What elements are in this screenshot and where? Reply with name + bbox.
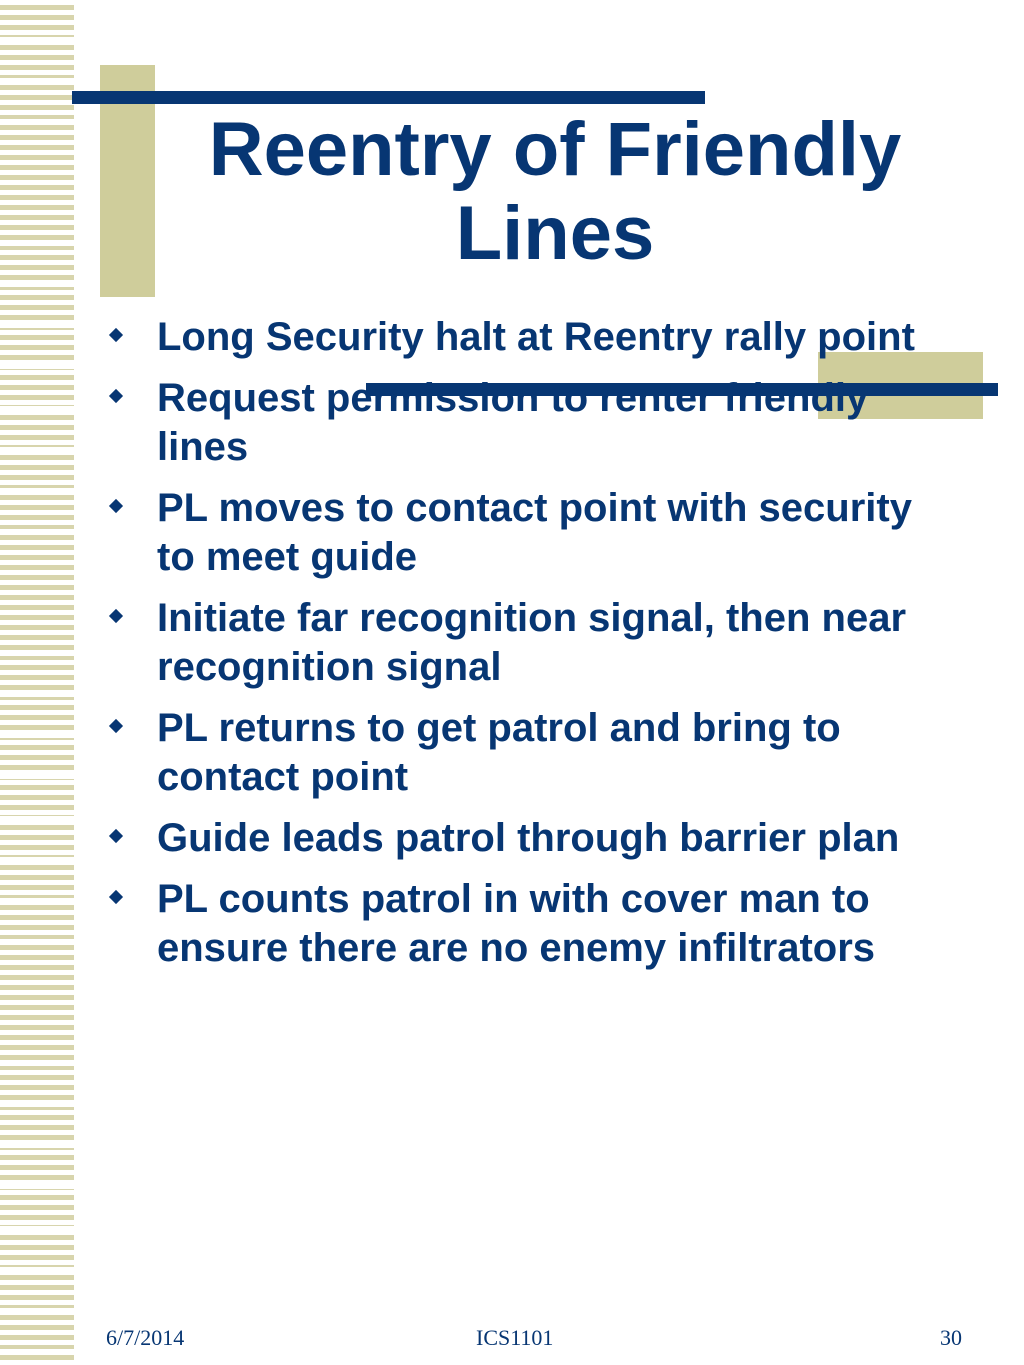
diamond-bullet-icon (109, 890, 123, 904)
bullet-item (100, 484, 960, 582)
diamond-bullet-icon (109, 829, 123, 843)
diamond-bullet-icon (109, 499, 123, 513)
bullet-list (100, 313, 960, 985)
footer-page-number: 30 (940, 1325, 962, 1350)
bullet-text: Initiate far recognition signal, then near recognition signal (157, 596, 907, 689)
bullet-text: PL moves to contact point with security to meet guide (157, 486, 912, 579)
bullet-item (100, 313, 960, 362)
diamond-bullet-icon (109, 719, 123, 733)
bullet-text: PL counts patrol in with cover man to ensure there are no enemy infiltrators (157, 877, 876, 970)
bullet-text: Request permission to renter friendly lines (157, 376, 869, 469)
footer-course: ICS1101 (476, 1325, 554, 1350)
diamond-bullet-icon (109, 609, 123, 623)
bullet-item (100, 814, 960, 863)
diamond-bullet-icon (109, 328, 123, 342)
bullet-item (100, 875, 960, 973)
top-horizontal-rule (72, 91, 705, 104)
diamond-bullet-icon (109, 389, 123, 403)
bullet-item (100, 374, 960, 472)
footer-date: 6/7/2014 (106, 1325, 185, 1350)
left-stripe-border (0, 0, 74, 1365)
bullet-item (100, 594, 960, 692)
bullet-text: PL returns to get patrol and bring to contact point (157, 706, 841, 799)
slide-title: Reentry of Friendly Lines (208, 107, 902, 276)
bullet-text: Guide leads patrol through barrier plan (157, 816, 900, 860)
bullet-item (100, 704, 960, 802)
bullet-text: Long Security halt at Reentry rally point (157, 315, 915, 359)
